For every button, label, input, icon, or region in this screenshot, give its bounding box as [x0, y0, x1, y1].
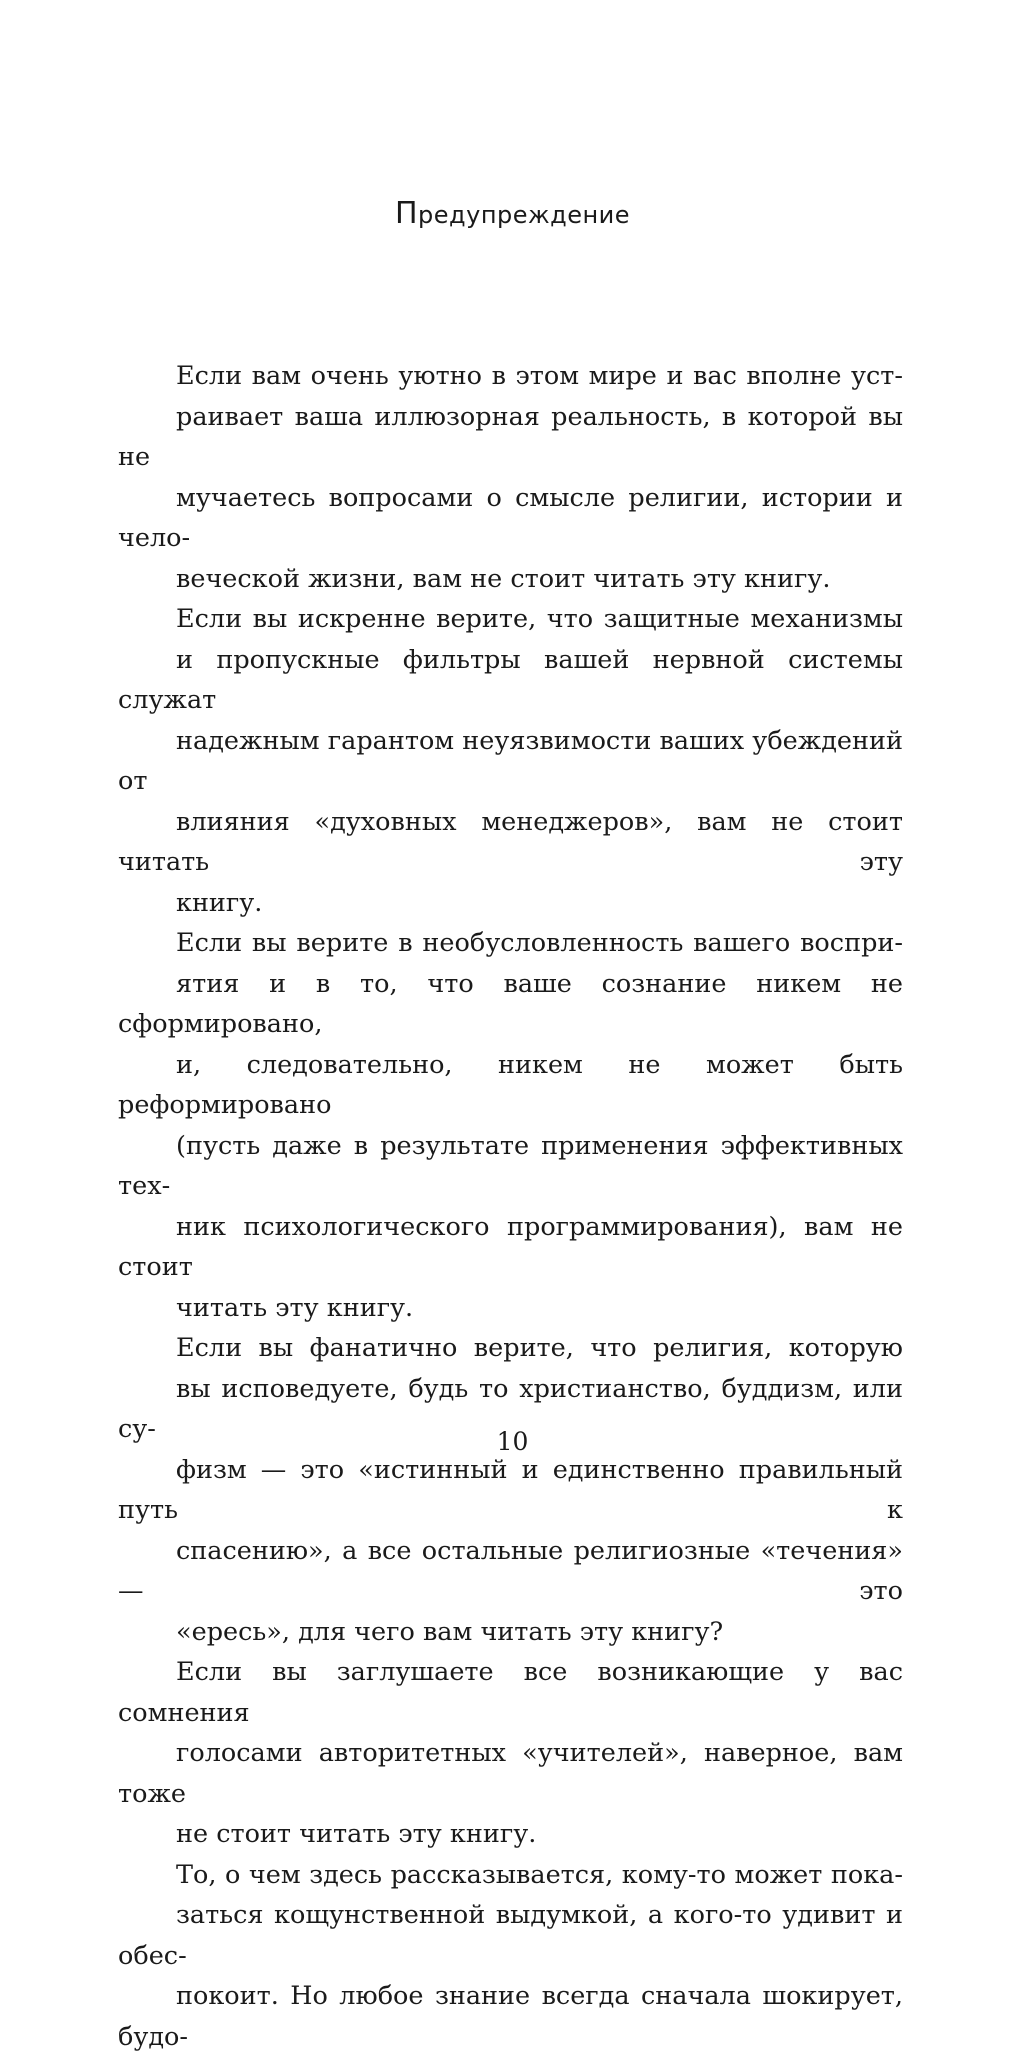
text-line: голосами авторитетных «учителей», наверное, вам тоже — [118, 1733, 903, 1814]
text-line: не стоит читать эту книгу. — [118, 1814, 903, 1855]
text-line: влияния «духовных менеджеров», вам не стоит читать эту — [118, 802, 903, 883]
title-rest: редупреждение — [418, 201, 630, 229]
text-line: заться кощунственной выдумкой, а кого-то удивит и обес- — [118, 1895, 903, 1976]
text-line: Если вам очень уютно в этом мире и вас вполне уст- — [118, 356, 903, 397]
text-line: ник психологического программирования), вам не стоит — [118, 1207, 903, 1288]
paragraph — [118, 923, 903, 1328]
page-number: 10 — [0, 1427, 1025, 1456]
text-line: спасению», а все остальные религиозные «течения» — это — [118, 1531, 903, 1612]
paragraph — [118, 356, 903, 599]
page-title — [0, 196, 1025, 231]
text-line: читать эту книгу. — [118, 1288, 903, 1329]
text-line: ятия и в то, что ваше сознание никем не сформировано, — [118, 964, 903, 1045]
text-line: вы исповедуете, будь то христианство, буддизм, или су- — [118, 1369, 903, 1450]
text-line: веческой жизни, вам не стоит читать эту книгу. — [118, 559, 903, 600]
paragraph — [118, 1328, 903, 1652]
text-line: Если вы заглушаете все возникающие у вас сомнения — [118, 1652, 903, 1733]
text-line: мучаетесь вопросами о смысле религии, истории и чело- — [118, 478, 903, 559]
text-line: раивает ваша иллюзорная реальность, в которой вы не — [118, 397, 903, 478]
text-line: Если вы верите в необусловленность вашего воспри- — [118, 923, 903, 964]
paragraph — [118, 1855, 903, 2057]
text-line: и, следовательно, никем не может быть реформировано — [118, 1045, 903, 1126]
text-line: книгу. — [118, 883, 903, 924]
text-line: покоит. Но любое знание всегда сначала шокирует, будо- — [118, 1976, 903, 2057]
text-line: То, о чем здесь рассказывается, кому-то может пока- — [118, 1855, 903, 1896]
text-line: надежным гарантом неуязвимости ваших убеждений от — [118, 721, 903, 802]
text-line: Если вы фанатично верите, что религия, которую — [118, 1328, 903, 1369]
text-line: физм — это «истинный и единственно правильный путь к — [118, 1450, 903, 1531]
text-line: (пусть даже в результате применения эффективных тех- — [118, 1126, 903, 1207]
text-line: и пропускные фильтры вашей нервной системы служат — [118, 640, 903, 721]
text-line: Если вы искренне верите, что защитные механизмы — [118, 599, 903, 640]
paragraph — [118, 599, 903, 923]
paragraph — [118, 1652, 903, 1855]
text-line: «ересь», для чего вам читать эту книгу? — [118, 1612, 903, 1653]
title-initial: П — [395, 196, 418, 231]
body-text — [118, 356, 903, 2057]
